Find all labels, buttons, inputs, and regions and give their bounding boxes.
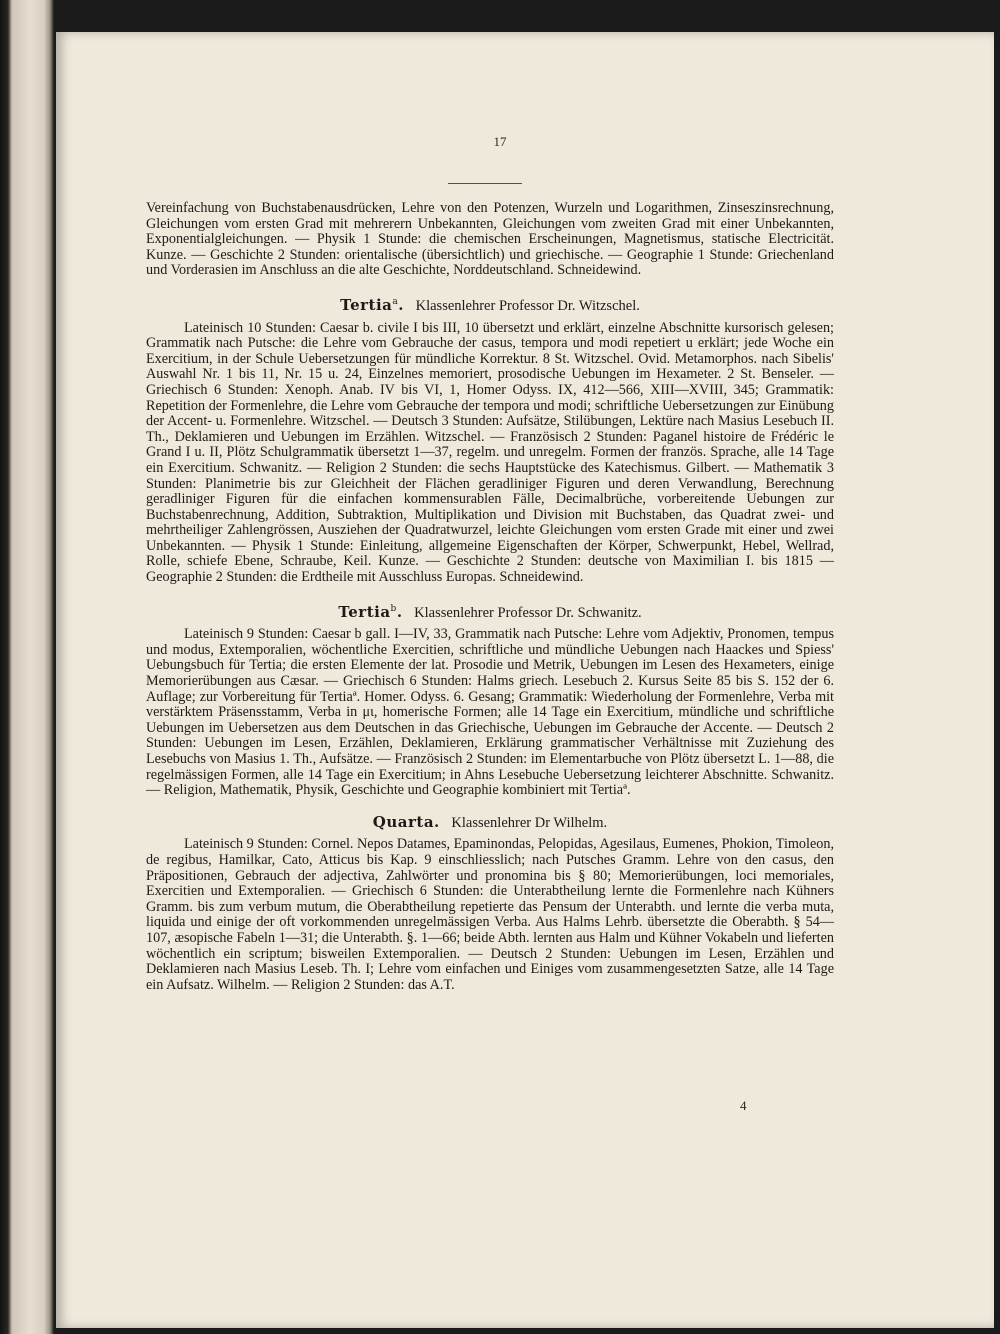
class-teacher: Klassenlehrer Professor Dr. Schwanitz. bbox=[414, 604, 642, 621]
section-body-tertia-a: Lateinisch 10 Stunden: Caesar b. civile I bis III, 10 übersetzt und erklärt, einzelne Abschnitte kursorisch gelesen; Grammatik nach Putsche: die Lehre vom Gebrauche der casus, tempora und modi repetiert u erklärt; jede Woche ein Exercitium, in der Schule Uebersetzungen für mündliche Korrektur. 8 St. Witzschel. Ovid. Metamorphos. nach Sibelis' Auswahl Nr. 1 bis 11, Nr. 15 u. 24, Einzelnes memoriert, prosodische Uebungen im Hexameter. 2 St. Benseler. — Griechisch 6 Stunden: Xenoph. Anab. IV bis VI, 1, Homer Odyss. IX, 412—566, XIII—XVIII, 345; Grammatik: Repetition der Formenlehre, die Lehre vom Gebrauche der tempora und modi; schriftliche Uebersetzungen zur Einübung der Accent- u. Formenlehre. Witzschel. — Deutsch 3 Stunden: Aufsätze, Stilübungen, Lektüre nach Masius Lesebuch II. Th., Deklamieren und Uebungen im Erzählen. Witzschel. — Französisch 2 Stunden: Paganel histoire de Frédéric le Grand I u. II, Plötz Schulgrammatik übersetzt 1—37, regelm. und unregelm. Formen der französ. Sprache, alle 14 Tage ein Exercitium. Schwanitz. — Religion 2 Stunden: die sechs Hauptstücke des Katechismus. Gilbert. — Mathematik 3 Stunden: Planimetrie bis zur Gleichheit der Flächen geradliniger Figuren und deren Verwandlung, Berechnung geradliniger Figuren für die einfachen kommensurablen Fälle, Decimalbrüche, vorbereitende Uebungen zur Buchstabenrechnung, Addition, Subtraktion, Multiplikation und Division mit Buchstaben, das Quadrat zwei- und mehrtheiliger Zahlengrössen, Ausziehen der Quadratwurzel, leichte Gleichungen vom ersten Grade mit einer und zwei Unbekannten. — Physik 1 Stunde: Einleitung, allgemeine Eigenschaften der Körper, Schwerpunkt, Hebel, Wellrad, Rolle, schiefe Ebene, Schraube, Keil. Kunze. — Geschichte 2 Stunden: deutsche von Maximilian I. bis 1815 — Geographie 2 Stunden: die Erdtheile mit Ausschluss Europas. Schneidewind. bbox=[146, 319, 834, 586]
document-body bbox=[146, 201, 834, 993]
class-teacher: Klassenlehrer Dr Wilhelm. bbox=[451, 814, 608, 831]
header-rule bbox=[448, 183, 522, 184]
section-body-tertia-b: Lateinisch 9 Stunden: Caesar b gall. I—IV, 33, Grammatik nach Putsche: Lehre vom Adjektiv, Pronomen, tempus und modus, Extemporalien, wöchentliche Exercitien, schriftliche und mündliche Uebungen nach Haackes und Spiess' Uebungsbuch für Tertia; die ersten Elemente der lat. Prosodie und Metrik, Uebungen im Lesen des Hexameters, einige Memorierübungen aus Cæsar. — Griechisch 6 Stunden: Halms griech. Lesebuch 2. Kursus Seite 85 bis S. 152 der 6. Auflage; zur Vorbereitung für Tertiaª. Homer. Odyss. 6. Gesang; Grammatik: Wiederholung der Formenlehre, Verba mit verstärktem Präsensstamm, Verba in μι, homerische Formen; alle 14 Tage ein Exercitium, mündliche und schriftliche Uebungen im Uebersetzen aus dem Deutschen in das Griechische, Uebungen im Gebrauche der Accente. — Deutsch 2 Stunden: Uebungen im Lesen, Erzählen, Deklamieren, Erklärung grammatischer Verhältnisse mit Zuziehung des Lesebuchs von Masius 1. Th., Aufsätze. — Französisch 2 Stunden: im Elementarbuche von Plötz übersetzt L. 1—88, die regelmässigen Formen, alle 14 Tage ein Exercitium; in Ahns Lesebuche Uebersetzung leichterer Abschnitte. Schwanitz. — Religion, Mathematik, Physik, Geschichte und Geographie kombiniert mit Tertiaª. bbox=[146, 626, 834, 799]
section-heading-tertia-a bbox=[146, 295, 834, 315]
section-heading-tertia-b bbox=[146, 602, 834, 622]
section-heading-quarta bbox=[146, 812, 834, 832]
binding-edge bbox=[0, 0, 54, 1334]
section-body-quarta: Lateinisch 9 Stunden: Cornel. Nepos Datames, Epaminondas, Pelopidas, Agesilaus, Eumenes, Phokion, Timoleon, de regibus, Hamilkar, Cato, Atticus bis Kap. 9 einschliesslich; nach Putsches Gramm. Lehre von den casus, den Präpositionen, Gebrauch der adjectiva, Zahlwörter und pronomina bis § 80; Memorierübungen, loci memoriales, Exercitien und Extemporalien. — Griechisch 6 Stunden: die Unterabtheilung lernte die Formenlehre nach Kühners Gramm. bis zum verbum mutum, die Oberabtheilung repetierte das Pensum der Unterabth. und lernte die verba muta, liquida und einige der oft vorkommenden unregelmässigen Verba. Aus Halms Lehrb. übersetzte die Oberabth. § 54—107, æsopische Fabeln 1—31; die Unterabth. §. 1—66; beide Abth. lernten aus Halm und Kühner Vokabeln und lieferten wöchentlich ein scriptum; bisweilen Extemporalien. — Deutsch 2 Stunden: Uebungen im Lesen, Erzählen und Deklamieren nach Masius Leseb. Th. I; Lehre vom einfachen und Einiges vom zusammengesetzten Satze, alle 14 Tage ein Aufsatz. Wilhelm. — Religion 2 Stunden: das A.T. bbox=[146, 836, 834, 993]
page-number: 17 bbox=[493, 134, 507, 149]
class-name: Tertia$^b$. bbox=[338, 602, 403, 621]
signature-mark: 4 bbox=[740, 1098, 747, 1113]
class-teacher: Klassenlehrer Professor Dr. Witzschel. bbox=[415, 297, 640, 314]
class-name: Quarta. bbox=[372, 812, 440, 831]
class-name: Tertia$^a$. bbox=[340, 295, 404, 314]
intro-paragraph: Vereinfachung von Buchstabenausdrücken, Lehre von den Potenzen, Wurzeln und Logarithmen, Zinseszinsrechnung, Gleichungen vom ersten Grad mit mehrerern Unbekannten, Gleichungen vom zweiten Grad mit einer Unbekannten, Exponentialgleichungen. — Physik 1 Stunde: die chemischen Erscheinungen, Magnetismus, statische Electricität. Kunze. — Geschichte 2 Stunden: orientalische (übersichtlich) und griechische. — Geographie 1 Stunde: Griechenland und Vorderasien im Anschluss an die alte Geschichte, Norddeutschland. Schneidewind. bbox=[146, 200, 834, 279]
